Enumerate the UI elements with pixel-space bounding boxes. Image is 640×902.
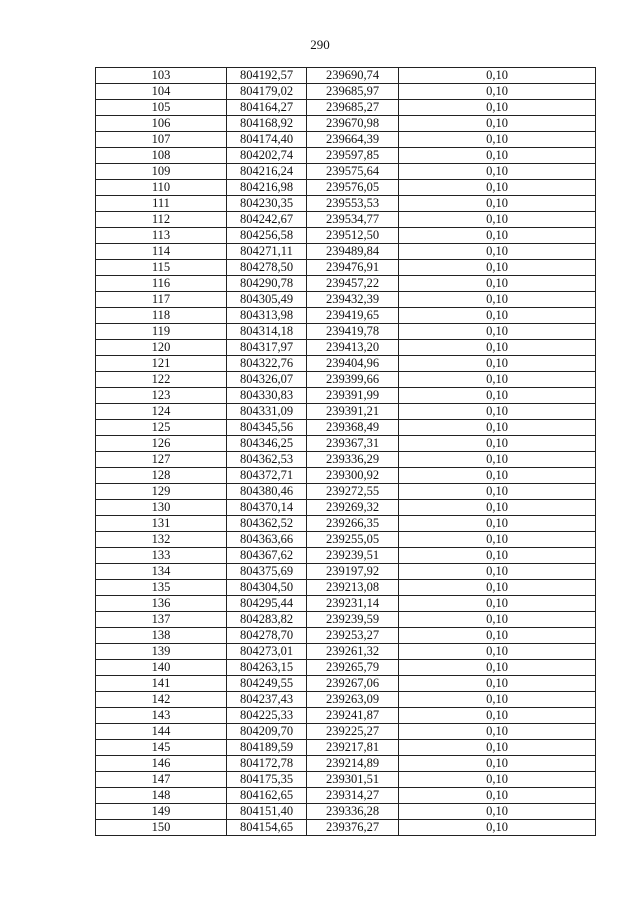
accuracy-cell: 0,10 — [399, 644, 596, 660]
y-coordinate-cell: 239368,49 — [307, 420, 399, 436]
x-coordinate-cell: 804331,09 — [227, 404, 307, 420]
point-number-cell: 124 — [96, 404, 227, 420]
y-coordinate-cell: 239265,79 — [307, 660, 399, 676]
y-coordinate-cell: 239261,32 — [307, 644, 399, 660]
y-coordinate-cell: 239266,35 — [307, 516, 399, 532]
table-row — [96, 372, 596, 388]
table-row — [96, 676, 596, 692]
point-number-cell: 105 — [96, 100, 227, 116]
point-number-cell: 112 — [96, 212, 227, 228]
x-coordinate-cell: 804363,66 — [227, 532, 307, 548]
x-coordinate-cell: 804370,14 — [227, 500, 307, 516]
accuracy-cell: 0,10 — [399, 84, 596, 100]
table-row — [96, 516, 596, 532]
x-coordinate-cell: 804305,49 — [227, 292, 307, 308]
point-number-cell: 109 — [96, 164, 227, 180]
y-coordinate-cell: 239512,50 — [307, 228, 399, 244]
accuracy-cell: 0,10 — [399, 244, 596, 260]
table-row — [96, 292, 596, 308]
table-row — [96, 100, 596, 116]
page-number: 290 — [310, 37, 330, 52]
y-coordinate-cell: 239253,27 — [307, 628, 399, 644]
table-row — [96, 260, 596, 276]
y-coordinate-cell: 239269,32 — [307, 500, 399, 516]
point-number-cell: 143 — [96, 708, 227, 724]
point-number-cell: 145 — [96, 740, 227, 756]
table-row — [96, 196, 596, 212]
x-coordinate-cell: 804202,74 — [227, 148, 307, 164]
x-coordinate-cell: 804278,70 — [227, 628, 307, 644]
x-coordinate-cell: 804172,78 — [227, 756, 307, 772]
y-coordinate-cell: 239314,27 — [307, 788, 399, 804]
x-coordinate-cell: 804367,62 — [227, 548, 307, 564]
accuracy-cell: 0,10 — [399, 260, 596, 276]
accuracy-cell: 0,10 — [399, 324, 596, 340]
y-coordinate-cell: 239301,51 — [307, 772, 399, 788]
table-row — [96, 596, 596, 612]
accuracy-cell: 0,10 — [399, 548, 596, 564]
x-coordinate-cell: 804372,71 — [227, 468, 307, 484]
point-number-cell: 117 — [96, 292, 227, 308]
y-coordinate-cell: 239300,92 — [307, 468, 399, 484]
x-coordinate-cell: 804216,24 — [227, 164, 307, 180]
y-coordinate-cell: 239336,29 — [307, 452, 399, 468]
coordinates-table-body — [96, 68, 596, 836]
x-coordinate-cell: 804189,59 — [227, 740, 307, 756]
accuracy-cell: 0,10 — [399, 100, 596, 116]
y-coordinate-cell: 239367,31 — [307, 436, 399, 452]
x-coordinate-cell: 804242,67 — [227, 212, 307, 228]
x-coordinate-cell: 804375,69 — [227, 564, 307, 580]
accuracy-cell: 0,10 — [399, 740, 596, 756]
table-row — [96, 276, 596, 292]
y-coordinate-cell: 239690,74 — [307, 68, 399, 84]
x-coordinate-cell: 804317,97 — [227, 340, 307, 356]
y-coordinate-cell: 239419,65 — [307, 308, 399, 324]
table-row — [96, 772, 596, 788]
y-coordinate-cell: 239391,21 — [307, 404, 399, 420]
table-row — [96, 628, 596, 644]
accuracy-cell: 0,10 — [399, 116, 596, 132]
point-number-cell: 149 — [96, 804, 227, 820]
x-coordinate-cell: 804295,44 — [227, 596, 307, 612]
point-number-cell: 106 — [96, 116, 227, 132]
y-coordinate-cell: 239685,97 — [307, 84, 399, 100]
accuracy-cell: 0,10 — [399, 68, 596, 84]
accuracy-cell: 0,10 — [399, 756, 596, 772]
table-row — [96, 84, 596, 100]
point-number-cell: 126 — [96, 436, 227, 452]
y-coordinate-cell: 239213,08 — [307, 580, 399, 596]
accuracy-cell: 0,10 — [399, 164, 596, 180]
x-coordinate-cell: 804346,25 — [227, 436, 307, 452]
point-number-cell: 142 — [96, 692, 227, 708]
point-number-cell: 137 — [96, 612, 227, 628]
x-coordinate-cell: 804216,98 — [227, 180, 307, 196]
table-row — [96, 388, 596, 404]
accuracy-cell: 0,10 — [399, 276, 596, 292]
point-number-cell: 148 — [96, 788, 227, 804]
y-coordinate-cell: 239534,77 — [307, 212, 399, 228]
table-row — [96, 740, 596, 756]
table-row — [96, 404, 596, 420]
table-row — [96, 820, 596, 836]
point-number-cell: 134 — [96, 564, 227, 580]
point-number-cell: 138 — [96, 628, 227, 644]
x-coordinate-cell: 804273,01 — [227, 644, 307, 660]
y-coordinate-cell: 239231,14 — [307, 596, 399, 612]
y-coordinate-cell: 239576,05 — [307, 180, 399, 196]
x-coordinate-cell: 804314,18 — [227, 324, 307, 340]
accuracy-cell: 0,10 — [399, 404, 596, 420]
accuracy-cell: 0,10 — [399, 532, 596, 548]
point-number-cell: 147 — [96, 772, 227, 788]
y-coordinate-cell: 239255,05 — [307, 532, 399, 548]
accuracy-cell: 0,10 — [399, 340, 596, 356]
x-coordinate-cell: 804179,02 — [227, 84, 307, 100]
y-coordinate-cell: 239225,27 — [307, 724, 399, 740]
point-number-cell: 104 — [96, 84, 227, 100]
table-row — [96, 324, 596, 340]
y-coordinate-cell: 239432,39 — [307, 292, 399, 308]
x-coordinate-cell: 804174,40 — [227, 132, 307, 148]
y-coordinate-cell: 239272,55 — [307, 484, 399, 500]
x-coordinate-cell: 804326,07 — [227, 372, 307, 388]
accuracy-cell: 0,10 — [399, 660, 596, 676]
accuracy-cell: 0,10 — [399, 708, 596, 724]
x-coordinate-cell: 804362,53 — [227, 452, 307, 468]
point-number-cell: 110 — [96, 180, 227, 196]
y-coordinate-cell: 239336,28 — [307, 804, 399, 820]
table-row — [96, 692, 596, 708]
table-row — [96, 164, 596, 180]
table-row — [96, 132, 596, 148]
accuracy-cell: 0,10 — [399, 676, 596, 692]
accuracy-cell: 0,10 — [399, 468, 596, 484]
point-number-cell: 127 — [96, 452, 227, 468]
x-coordinate-cell: 804249,55 — [227, 676, 307, 692]
table-row — [96, 228, 596, 244]
accuracy-cell: 0,10 — [399, 692, 596, 708]
y-coordinate-cell: 239489,84 — [307, 244, 399, 260]
point-number-cell: 125 — [96, 420, 227, 436]
table-row — [96, 532, 596, 548]
x-coordinate-cell: 804168,92 — [227, 116, 307, 132]
y-coordinate-cell: 239457,22 — [307, 276, 399, 292]
accuracy-cell: 0,10 — [399, 612, 596, 628]
y-coordinate-cell: 239214,89 — [307, 756, 399, 772]
x-coordinate-cell: 804209,70 — [227, 724, 307, 740]
accuracy-cell: 0,10 — [399, 420, 596, 436]
point-number-cell: 140 — [96, 660, 227, 676]
accuracy-cell: 0,10 — [399, 484, 596, 500]
accuracy-cell: 0,10 — [399, 452, 596, 468]
table-row — [96, 468, 596, 484]
y-coordinate-cell: 239419,78 — [307, 324, 399, 340]
point-number-cell: 108 — [96, 148, 227, 164]
x-coordinate-cell: 804345,56 — [227, 420, 307, 436]
y-coordinate-cell: 239197,92 — [307, 564, 399, 580]
table-row — [96, 116, 596, 132]
table-row — [96, 452, 596, 468]
point-number-cell: 141 — [96, 676, 227, 692]
accuracy-cell: 0,10 — [399, 148, 596, 164]
table-row — [96, 244, 596, 260]
table-row — [96, 212, 596, 228]
accuracy-cell: 0,10 — [399, 516, 596, 532]
x-coordinate-cell: 804290,78 — [227, 276, 307, 292]
accuracy-cell: 0,10 — [399, 596, 596, 612]
point-number-cell: 115 — [96, 260, 227, 276]
x-coordinate-cell: 804271,11 — [227, 244, 307, 260]
table-row — [96, 420, 596, 436]
x-coordinate-cell: 804237,43 — [227, 692, 307, 708]
table-row — [96, 356, 596, 372]
accuracy-cell: 0,10 — [399, 500, 596, 516]
y-coordinate-cell: 239263,09 — [307, 692, 399, 708]
y-coordinate-cell: 239670,98 — [307, 116, 399, 132]
point-number-cell: 133 — [96, 548, 227, 564]
x-coordinate-cell: 804304,50 — [227, 580, 307, 596]
accuracy-cell: 0,10 — [399, 292, 596, 308]
accuracy-cell: 0,10 — [399, 436, 596, 452]
table-row — [96, 436, 596, 452]
point-number-cell: 114 — [96, 244, 227, 260]
x-coordinate-cell: 804362,52 — [227, 516, 307, 532]
point-number-cell: 146 — [96, 756, 227, 772]
coordinates-table — [95, 67, 596, 836]
table-row — [96, 564, 596, 580]
y-coordinate-cell: 239664,39 — [307, 132, 399, 148]
accuracy-cell: 0,10 — [399, 388, 596, 404]
y-coordinate-cell: 239476,91 — [307, 260, 399, 276]
x-coordinate-cell: 804225,33 — [227, 708, 307, 724]
point-number-cell: 111 — [96, 196, 227, 212]
point-number-cell: 121 — [96, 356, 227, 372]
y-coordinate-cell: 239391,99 — [307, 388, 399, 404]
x-coordinate-cell: 804151,40 — [227, 804, 307, 820]
y-coordinate-cell: 239399,66 — [307, 372, 399, 388]
point-number-cell: 150 — [96, 820, 227, 836]
accuracy-cell: 0,10 — [399, 132, 596, 148]
table-row — [96, 500, 596, 516]
y-coordinate-cell: 239241,87 — [307, 708, 399, 724]
table-row — [96, 708, 596, 724]
accuracy-cell: 0,10 — [399, 820, 596, 836]
accuracy-cell: 0,10 — [399, 372, 596, 388]
point-number-cell: 107 — [96, 132, 227, 148]
table-row — [96, 484, 596, 500]
point-number-cell: 139 — [96, 644, 227, 660]
x-coordinate-cell: 804192,57 — [227, 68, 307, 84]
accuracy-cell: 0,10 — [399, 308, 596, 324]
point-number-cell: 119 — [96, 324, 227, 340]
x-coordinate-cell: 804330,83 — [227, 388, 307, 404]
table-row — [96, 788, 596, 804]
table-row — [96, 580, 596, 596]
point-number-cell: 130 — [96, 500, 227, 516]
x-coordinate-cell: 804313,98 — [227, 308, 307, 324]
accuracy-cell: 0,10 — [399, 196, 596, 212]
point-number-cell: 135 — [96, 580, 227, 596]
point-number-cell: 123 — [96, 388, 227, 404]
accuracy-cell: 0,10 — [399, 356, 596, 372]
point-number-cell: 132 — [96, 532, 227, 548]
table-row — [96, 308, 596, 324]
y-coordinate-cell: 239413,20 — [307, 340, 399, 356]
point-number-cell: 116 — [96, 276, 227, 292]
accuracy-cell: 0,10 — [399, 724, 596, 740]
accuracy-cell: 0,10 — [399, 788, 596, 804]
table-row — [96, 548, 596, 564]
point-number-cell: 103 — [96, 68, 227, 84]
point-number-cell: 113 — [96, 228, 227, 244]
y-coordinate-cell: 239239,51 — [307, 548, 399, 564]
table-row — [96, 68, 596, 84]
accuracy-cell: 0,10 — [399, 228, 596, 244]
accuracy-cell: 0,10 — [399, 804, 596, 820]
x-coordinate-cell: 804175,35 — [227, 772, 307, 788]
table-row — [96, 724, 596, 740]
point-number-cell: 122 — [96, 372, 227, 388]
point-number-cell: 131 — [96, 516, 227, 532]
x-coordinate-cell: 804380,46 — [227, 484, 307, 500]
table-row — [96, 180, 596, 196]
table-row — [96, 660, 596, 676]
x-coordinate-cell: 804256,58 — [227, 228, 307, 244]
point-number-cell: 144 — [96, 724, 227, 740]
x-coordinate-cell: 804278,50 — [227, 260, 307, 276]
table-row — [96, 612, 596, 628]
y-coordinate-cell: 239597,85 — [307, 148, 399, 164]
x-coordinate-cell: 804162,65 — [227, 788, 307, 804]
x-coordinate-cell: 804154,65 — [227, 820, 307, 836]
point-number-cell: 136 — [96, 596, 227, 612]
x-coordinate-cell: 804283,82 — [227, 612, 307, 628]
table-row — [96, 804, 596, 820]
y-coordinate-cell: 239217,81 — [307, 740, 399, 756]
accuracy-cell: 0,10 — [399, 212, 596, 228]
point-number-cell: 128 — [96, 468, 227, 484]
y-coordinate-cell: 239376,27 — [307, 820, 399, 836]
table-row — [96, 644, 596, 660]
table-row — [96, 756, 596, 772]
accuracy-cell: 0,10 — [399, 628, 596, 644]
y-coordinate-cell: 239685,27 — [307, 100, 399, 116]
table-row — [96, 148, 596, 164]
accuracy-cell: 0,10 — [399, 772, 596, 788]
x-coordinate-cell: 804322,76 — [227, 356, 307, 372]
accuracy-cell: 0,10 — [399, 180, 596, 196]
x-coordinate-cell: 804230,35 — [227, 196, 307, 212]
accuracy-cell: 0,10 — [399, 580, 596, 596]
point-number-cell: 129 — [96, 484, 227, 500]
y-coordinate-cell: 239404,96 — [307, 356, 399, 372]
y-coordinate-cell: 239239,59 — [307, 612, 399, 628]
y-coordinate-cell: 239575,64 — [307, 164, 399, 180]
point-number-cell: 118 — [96, 308, 227, 324]
point-number-cell: 120 — [96, 340, 227, 356]
x-coordinate-cell: 804263,15 — [227, 660, 307, 676]
y-coordinate-cell: 239267,06 — [307, 676, 399, 692]
y-coordinate-cell: 239553,53 — [307, 196, 399, 212]
accuracy-cell: 0,10 — [399, 564, 596, 580]
x-coordinate-cell: 804164,27 — [227, 100, 307, 116]
table-row — [96, 340, 596, 356]
